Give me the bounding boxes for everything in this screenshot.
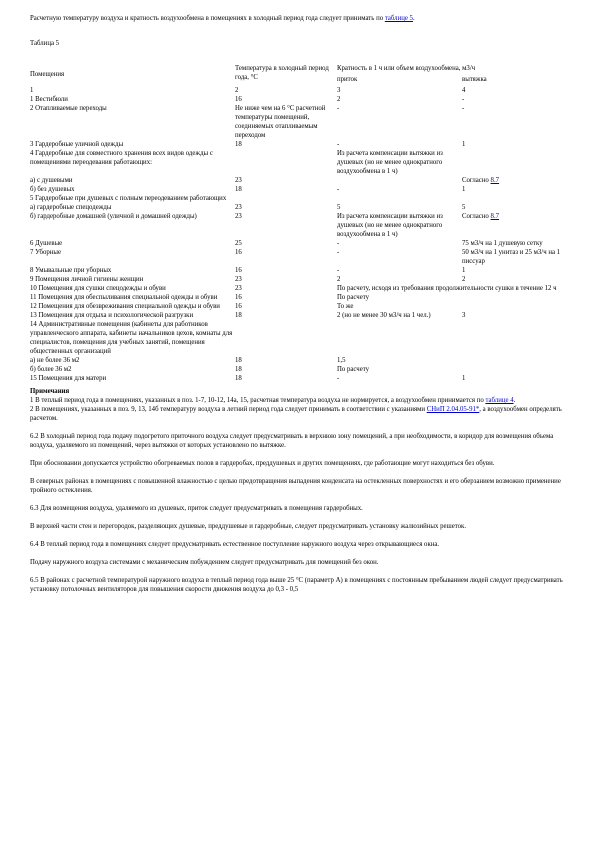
body-paragraphs [30, 432, 570, 594]
cell-inflow: - [337, 186, 340, 193]
intro-paragraph [30, 14, 570, 23]
clause-link[interactable]: 8.7 [490, 213, 500, 220]
cell-exhaust [462, 248, 570, 266]
table-notes [30, 387, 570, 423]
cell-room: 14 Административные помещения (кабинеты для работников управленческого аппарата, кабинеты начальников цехов, комнаты для специалистов, помещения для учебных занятий, помещения общественных организаций [30, 321, 233, 355]
cell-room: 11 Помещения для обеспыливания специальной одежды и обуви [30, 294, 218, 301]
note-1 [30, 396, 570, 405]
cell-temp [235, 194, 337, 203]
cell-temp: 16 [235, 96, 242, 103]
notes-title: Примечания [30, 388, 70, 395]
body-paragraph: 6.5 В районах с расчетной температурой наружного воздуха в теплый период года выше 25 °С (параметр А) в помещениях с постоянным пребыванием людей следует предусматривать установку потолочных вентиляторов для повышения скорости движения воздуха до 0,3 - 0,5 [30, 577, 563, 593]
cell-exhaust-text: Согласно [462, 213, 491, 220]
col-number: 2 [235, 87, 239, 94]
cell-exhaust [462, 104, 570, 140]
table-row [30, 194, 570, 203]
table-5 [30, 64, 570, 383]
header-rate: Кратность в 1 ч или объем воздухообмена, м3/ч [337, 65, 476, 72]
header-inflow: приток [337, 76, 358, 83]
table-row [30, 320, 570, 356]
cell-exhaust-text: - [462, 96, 465, 103]
cell-temp: 23 [235, 213, 242, 220]
cell-room: 7 Уборные [30, 249, 61, 256]
cell-inflow: 1,5 [337, 357, 346, 364]
note-2 [30, 405, 570, 423]
body-paragraph: 6.4 В теплый период года в помещениях следует предусматривать естественное поступление наружного воздуха через открывающиеся окна. [30, 541, 440, 548]
cell-exhaust-text: 3 [462, 312, 466, 319]
body-paragraph: 6.2 В холодный период года подачу подогретого приточного воздуха следует предусматривать в верхнюю зону помещений, а при необходимости, в коридор для возмещения объема воздуха, удаляемого из помещений, через вытяжки от которых установлено по вытяжке. [30, 433, 554, 449]
cell-room: б) без душевых [30, 186, 75, 193]
cell-inflow: 5 [337, 204, 341, 211]
header-temp: Температура в холодный период года, °С [235, 65, 329, 81]
cell-room: 8 Умывальные при уборных [30, 267, 112, 274]
col-number: 1 [30, 87, 34, 94]
note-2-text: 2 В помещениях, указанных в поз. 9, 13, 14б температуру воздуха в летний период года следует принимать в соответствии с указаниями [30, 406, 427, 413]
cell-temp: 18 [235, 141, 242, 148]
intro-end: . [412, 15, 415, 22]
cell-inflow: - [337, 267, 340, 274]
cell-room: 13 Помещения для отдыха и психологической разгрузки [30, 312, 194, 319]
cell-exhaust-text: 1 [462, 186, 466, 193]
cell-inflow: 2 [337, 96, 341, 103]
cell-inflow [337, 320, 462, 356]
cell-inflow: По расчету [337, 294, 370, 301]
cell-room: б) более 36 м2 [30, 366, 72, 373]
body-paragraph: Подачу наружного воздуха системами с механическим побуждением следует предусматривать для помещений без окон. [30, 559, 379, 566]
cell-room: б) гардеробные домашней (уличной и домашней одежды) [30, 213, 197, 220]
col-number: 3 [337, 87, 341, 94]
cell-exhaust [462, 194, 570, 203]
cell-room: 5 Гардеробные при душевых с полным переодеванием работающих [30, 195, 227, 202]
cell-inflow: По расчету, исходя из требования продолжительности сушки в течение 12 ч [337, 285, 557, 292]
cell-room: 10 Помещения для сушки спецодежды и обуви [30, 285, 166, 292]
table-row [30, 275, 570, 284]
cell-temp: 18 [235, 357, 242, 364]
cell-exhaust [462, 374, 570, 383]
cell-exhaust-text: 1 [462, 267, 466, 274]
table-caption: Таблица 5 [30, 40, 60, 47]
table-row [30, 212, 570, 239]
table-row [30, 185, 570, 194]
header-exhaust: вытяжка [462, 76, 487, 83]
table-row [30, 95, 570, 104]
cell-exhaust [462, 185, 570, 194]
table-row [30, 203, 570, 212]
table-number-row [30, 86, 570, 95]
cell-temp: 23 [235, 276, 242, 283]
body-paragraph: В северных районах в помещениях с повышенной влажностью с целью предотвращения выпадения конденсата на остекленных поверхностях и его оберзанием возможно применение тройного остекления. [30, 478, 561, 494]
cell-exhaust [462, 140, 570, 149]
cell-exhaust [462, 266, 570, 275]
cell-temp: 16 [235, 249, 242, 256]
cell-inflow: - [337, 141, 340, 148]
cell-exhaust-text: 1 [462, 375, 466, 382]
cell-inflow: - [337, 240, 340, 247]
cell-exhaust [462, 212, 570, 239]
cell-exhaust-text: - [462, 105, 465, 112]
table-row [30, 248, 570, 266]
cell-inflow: - [337, 375, 340, 382]
table-row [30, 239, 570, 248]
cell-exhaust [462, 149, 570, 176]
cell-temp: 18 [235, 186, 242, 193]
cell-exhaust [462, 365, 570, 374]
cell-inflow [337, 176, 462, 185]
cell-temp: 16 [235, 303, 242, 310]
table-row [30, 302, 570, 311]
cell-exhaust [462, 356, 570, 365]
cell-room: а) с душевыми [30, 177, 73, 184]
document-page [30, 14, 570, 594]
cell-exhaust [462, 203, 570, 212]
cell-exhaust-text: 5 [462, 204, 466, 211]
header-room: Помещения [30, 70, 65, 78]
cell-exhaust [462, 293, 570, 302]
table-row [30, 293, 570, 302]
cell-temp [235, 149, 337, 176]
cell-exhaust-text: 75 м3/ч на 1 душевую сетку [462, 240, 543, 247]
cell-inflow: По расчету [337, 366, 370, 373]
table-row [30, 374, 570, 383]
table-4-link[interactable]: таблице 4 [485, 397, 514, 404]
cell-exhaust-text: 2 [462, 276, 466, 283]
cell-room: 6 Душевые [30, 240, 63, 247]
cell-room: а) не более 36 м2 [30, 357, 80, 364]
cell-room: 2 Отапливаемые переходы [30, 105, 107, 112]
cell-exhaust [462, 320, 570, 356]
table-row [30, 284, 570, 293]
cell-room: 9 Помещения личной гигиены женщин [30, 276, 144, 283]
cell-exhaust-text: Согласно [462, 177, 491, 184]
table-5-link[interactable]: таблице 5 [384, 15, 413, 22]
cell-exhaust [462, 302, 570, 311]
body-paragraph: В верхней части стен и перегородок, разделяющих душевые, преддушевые и гардеробные, следует предусматривать установку жалюзийных решеток. [30, 523, 467, 530]
cell-temp: 23 [235, 285, 242, 292]
cell-temp [235, 320, 337, 356]
cell-room: 1 Вестибюли [30, 96, 68, 103]
cell-inflow: - [337, 105, 340, 112]
table-row [30, 149, 570, 176]
table-row [30, 266, 570, 275]
table-row [30, 356, 570, 365]
cell-room: 12 Помещения для обезвреживания специальной одежды и обуви [30, 303, 220, 310]
body-paragraph: При обосновании допускается устройство обогреваемых полов в гардеробах, преддушевых и других помещениях, где работающие могут находиться без обуви. [30, 460, 495, 467]
col-number: 4 [462, 87, 466, 94]
cell-exhaust [462, 239, 570, 248]
cell-exhaust [462, 95, 570, 104]
table-row [30, 104, 570, 140]
cell-room: 3 Гардеробные уличной одежды [30, 141, 124, 148]
cell-inflow: - [337, 249, 340, 256]
cell-exhaust [462, 311, 570, 320]
cell-inflow: 2 [337, 276, 341, 283]
body-paragraph: 6.3 Для возмещения воздуха, удаляемого из душевых, приток следует предусматривать в помещения гардеробных. [30, 505, 363, 512]
intro-text: Расчетную температуру воздуха и кратность воздухообмена в помещениях в холодный период года следует принимать по [30, 15, 385, 22]
cell-temp: 18 [235, 312, 242, 319]
table-row [30, 140, 570, 149]
cell-temp: 23 [235, 204, 242, 211]
table-row [30, 365, 570, 374]
cell-exhaust-text: 50 м3/ч на 1 унитаз и 25 м3/ч на 1 писсуар [462, 249, 561, 265]
cell-exhaust [462, 275, 570, 284]
note-2-end: , а воздухообмен определять расчетом. [30, 406, 562, 422]
cell-room: 4 Гардеробные для совместного хранения всех видов одежды с помещениями переодевания работающих: [30, 150, 213, 166]
cell-room: 15 Помещения для матери [30, 375, 107, 382]
cell-temp: 16 [235, 294, 242, 301]
cell-inflow: 2 (но не менее 30 м3/ч на 1 чел.) [337, 312, 431, 319]
cell-exhaust-text: 1 [462, 141, 466, 148]
cell-temp: 18 [235, 375, 242, 382]
note-1-text: 1 В теплый период года в помещениях, указанных в поз. 1-7, 10-12, 14а, 15, расчетная температура воздуха не нормируется, а воздухообмен принимается по [30, 397, 486, 404]
cell-temp: 23 [235, 177, 242, 184]
cell-temp: 16 [235, 267, 242, 274]
table-header-row [30, 64, 570, 75]
cell-inflow [337, 194, 462, 203]
note-1-end: . [513, 397, 516, 404]
cell-temp: 18 [235, 366, 242, 373]
clause-link[interactable]: 8.7 [490, 177, 500, 184]
snip-link[interactable]: СНиП 2.04.05-91* [426, 406, 480, 413]
table-row [30, 176, 570, 185]
cell-temp: 25 [235, 240, 242, 247]
cell-room: а) гардеробные спецодежды [30, 204, 112, 211]
cell-inflow: Из расчета компенсации вытяжки из душевых (но не менее однократного воздухообмена в 1 ч) [337, 150, 443, 175]
cell-temp: Не ниже чем на 6 °С расчетной температуры помещений, соединяемых отапливаемым переходом [235, 105, 326, 139]
cell-inflow: Из расчета компенсации вытяжки из душевых (но не менее однократного воздухообмена в 1 ч) [337, 213, 443, 238]
table-row [30, 311, 570, 320]
cell-inflow: То же [337, 303, 354, 310]
cell-exhaust [462, 176, 570, 185]
